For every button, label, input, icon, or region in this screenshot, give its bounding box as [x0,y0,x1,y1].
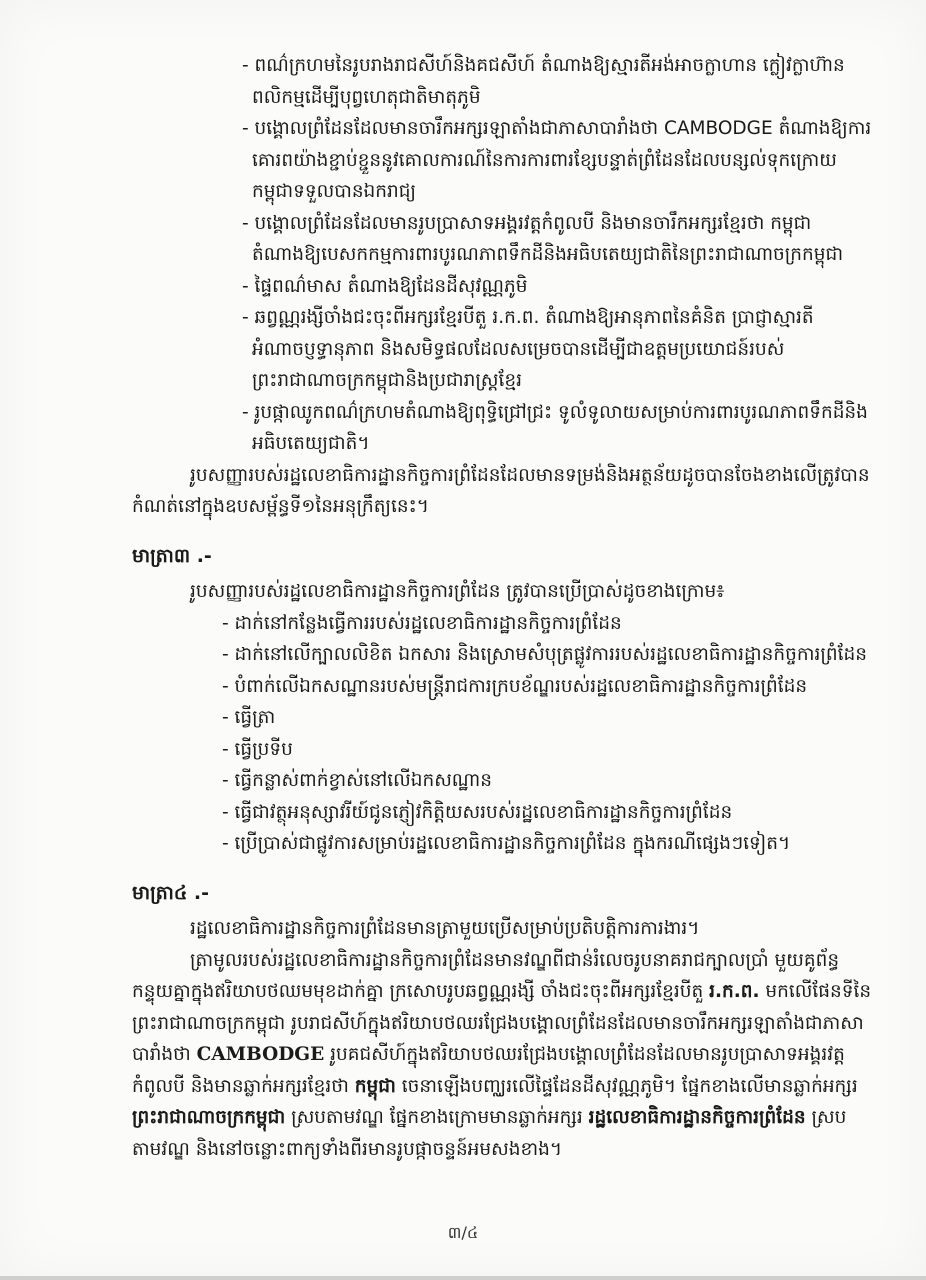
text-run: ស្របតាមវណ្ឌ និងនៅចន្លោះពាក្យទាំងពីរមានរូបផ្កាចន្ទន៍អមសងខាង។ [132,1107,847,1160]
list-item: - ធ្វើត្រា [222,707,276,728]
scan-edge [0,1276,926,1280]
list-item: - រូបផ្កាឈូកពណ៌ក្រហមតំណាងឱ្យពុទ្ធិជ្រៅជ្រះ ទូលំទូលាយសម្រាប់ការពារបូរណភាពទឹកដីនិងអធិបតេយ្យជាតិ។ [242,401,868,454]
document-body [132,50,872,1165]
list-item: - ធ្វើកន្លាស់ពាក់ខ្វាស់នៅលើឯកសណ្ឋាន [222,770,493,791]
list-item: - ធ្វើប្រទីប [222,738,293,760]
list-item: - ប្រើប្រាស់ជាផ្លូវការសម្រាប់រដ្ឋលេខាធិការដ្ឋានកិច្ចការព្រំដែន ក្នុងករណីផ្សេងៗទៀត។ [222,833,791,854]
list-item: - ផ្ទៃពណ៌មាស តំណាងឱ្យដែនដីសុវណ្ណភូមិ [242,275,528,297]
page-number: ៣/៤ [447,1223,479,1242]
secretariat-name: រដ្ឋលេខាធិការដ្ឋានកិច្ចការព្រំដែន [588,1107,806,1128]
article-4-heading: មាត្រា៤ .- [132,881,210,904]
text-run: ស្របតាមវណ្ឌ ផ្នែកខាងក្រោមមានឆ្លាក់អក្សរ [285,1107,589,1128]
list-item: - បំពាក់លើឯកសណ្ឋានរបស់មន្ត្រីរាជការក្របខ័ណ្ឌរបស់រដ្ឋលេខាធិការដ្ឋានកិច្ចការព្រំដែន [222,675,808,697]
article-4-paragraph-2 [132,945,872,1166]
list-item: - ដាក់នៅលើក្បាលលិខិត ឯកសារ និងស្រោមសំបុត្រផ្លូវការរបស់រដ្ឋលេខាធិការដ្ឋានកិច្ចការព្រំដែន [222,644,867,665]
article-4-paragraph-1: រដ្ឋលេខាធិការដ្ឋានកិច្ចការព្រំដែនមានត្រាមួយប្រើសម្រាប់ប្រតិបត្តិការការងារ។ [190,918,700,939]
list-item: - ដាក់នៅកន្លែងធ្វើការរបស់រដ្ឋលេខាធិការដ្ឋានកិច្ចការព្រំដែន [222,612,622,634]
article-3-usage-list [132,608,872,860]
kampuchea-word: កម្ពុជា [354,1075,396,1097]
text-run: រូបគជសីហ៍ក្នុងឥរិយាបថឈរជ្រែងបង្គោលព្រំដែនដែលមានរូបប្រាសាទអង្គរវត្តកំពូលបី និងមានឆ្លាក់អក្សរខ្មែរថា [132,1044,845,1097]
article-3-heading: មាត្រា៣ .- [132,544,212,567]
emblem-meaning-list [132,50,872,460]
abbreviation-rkp: រ.ក.ព. [709,981,760,1002]
list-item: - ធ្វើជាវត្ថុអនុស្សាវរីយ៍ជូនភ្ញៀវកិត្តិយសរបស់រដ្ឋលេខាធិការដ្ឋានកិច្ចការព្រំដែន [222,801,733,823]
list-item: - ឆព្វណ្ណរង្សីចាំងជះចុះពីអក្សរខ្មែរបីតួ រ.ក.ព. តំណាងឱ្យអានុភាពនៃគំនិត ប្រាជ្ញាស្មារតី អំណាចប្ញទ្ធានុភាព និងសមិទ្ធផលដែលសម្រេចបានដើម្បីជាឧត្តមប្រយោជន៍របស់ព្រះរាជាណាចក្រកម្ពុជានិងប្រជារាស្ត្រខ្មែរ [242,307,814,391]
list-item: - បង្គោលព្រំដែនដែលមានរូបប្រាសាទអង្គរវត្តកំពូលបី និងមានចារឹកអក្សរខ្មែរថា កម្ពុជា តំណាងឱ្យបេសកកម្មការពារបូរណភាពទឹកដីនិងអធិបតេយ្យជាតិនៃព្រះរាជាណាចក្រកម្ពុជា [242,212,844,265]
cambodge-word: CAMBODGE [196,1044,325,1065]
kingdom-name: ព្រះរាជាណាចក្រកម្ពុជា [132,1107,286,1128]
article-3-intro: រូបសញ្ញារបស់រដ្ឋលេខាធិការដ្ឋានកិច្ចការព្រំដែន ត្រូវបានប្រើប្រាស់ដូចខាងក្រោម៖ [190,581,725,602]
emblem-definition-paragraph: រូបសញ្ញារបស់រដ្ឋលេខាធិការដ្ឋានកិច្ចការព្រំដែនដែលមានទម្រង់និងអត្ថន័យដូចបានចែងខាងលើត្រូវបានកំណត់នៅក្នុងឧបសម្ព័ន្ធទី១នៃអនុក្រឹត្យនេះ។ [132,464,870,517]
list-item: - ពណ៌ក្រហមនៃរូបរាងរាជសីហ៍និងគជសីហ៍ តំណាងឱ្យស្មារតីអង់អាចក្លាហាន ក្លៀវក្លាហ៊ានពលិកម្មដើម្បីបុព្វហេតុជាតិមាតុភូមិ [242,55,845,108]
text-run: ចេនាឡើងបញ្ឈរលើផ្ទៃដែនដីសុវណ្ណភូមិ។ ផ្នែកខាងលើមានឆ្លាក់អក្សរ [395,1075,858,1097]
text-run: មកលើផែនទីនៃព្រះរាជាណាចក្រកម្ពុជា រូបរាជសីហ៍ក្នុងឥរិយាបថឈរជ្រែងបង្គោលព្រំដែនដែលមានចារឹកអក្សរឡាតាំងជាភាសាបារាំងថា [132,981,872,1065]
list-item: - បង្គោលព្រំដែនដែលមានចារឹកអក្សរឡាតាំងជាភាសាបារាំងថា CAMBODGE តំណាងឱ្យការគោរពយ៉ាងខ្ជាប់ខ្ជួននូវគោលការណ៍នៃការការពារខ្សែបន្ទាត់ព្រំដែនដែលបន្សល់ទុកក្រោយកម្ពុជាទទួលបានឯករាជ្យ [242,118,872,202]
text-run: ត្រាមូលរបស់រដ្ឋលេខាធិការដ្ឋានកិច្ចការព្រំដែនមានវណ្ឌពីជាន់រំលេចរូបនាគរាជក្បាលប្រាំ មួយគូព័ន្ធកន្ទុយគ្នាក្នុងឥរិយាបថឈមមុខដាក់គ្នា ក្រសោបរូបឆព្វណ្ណរង្សី ចាំងជះចុះពីអក្សរខ្មែរបីតួ [132,949,840,1002]
